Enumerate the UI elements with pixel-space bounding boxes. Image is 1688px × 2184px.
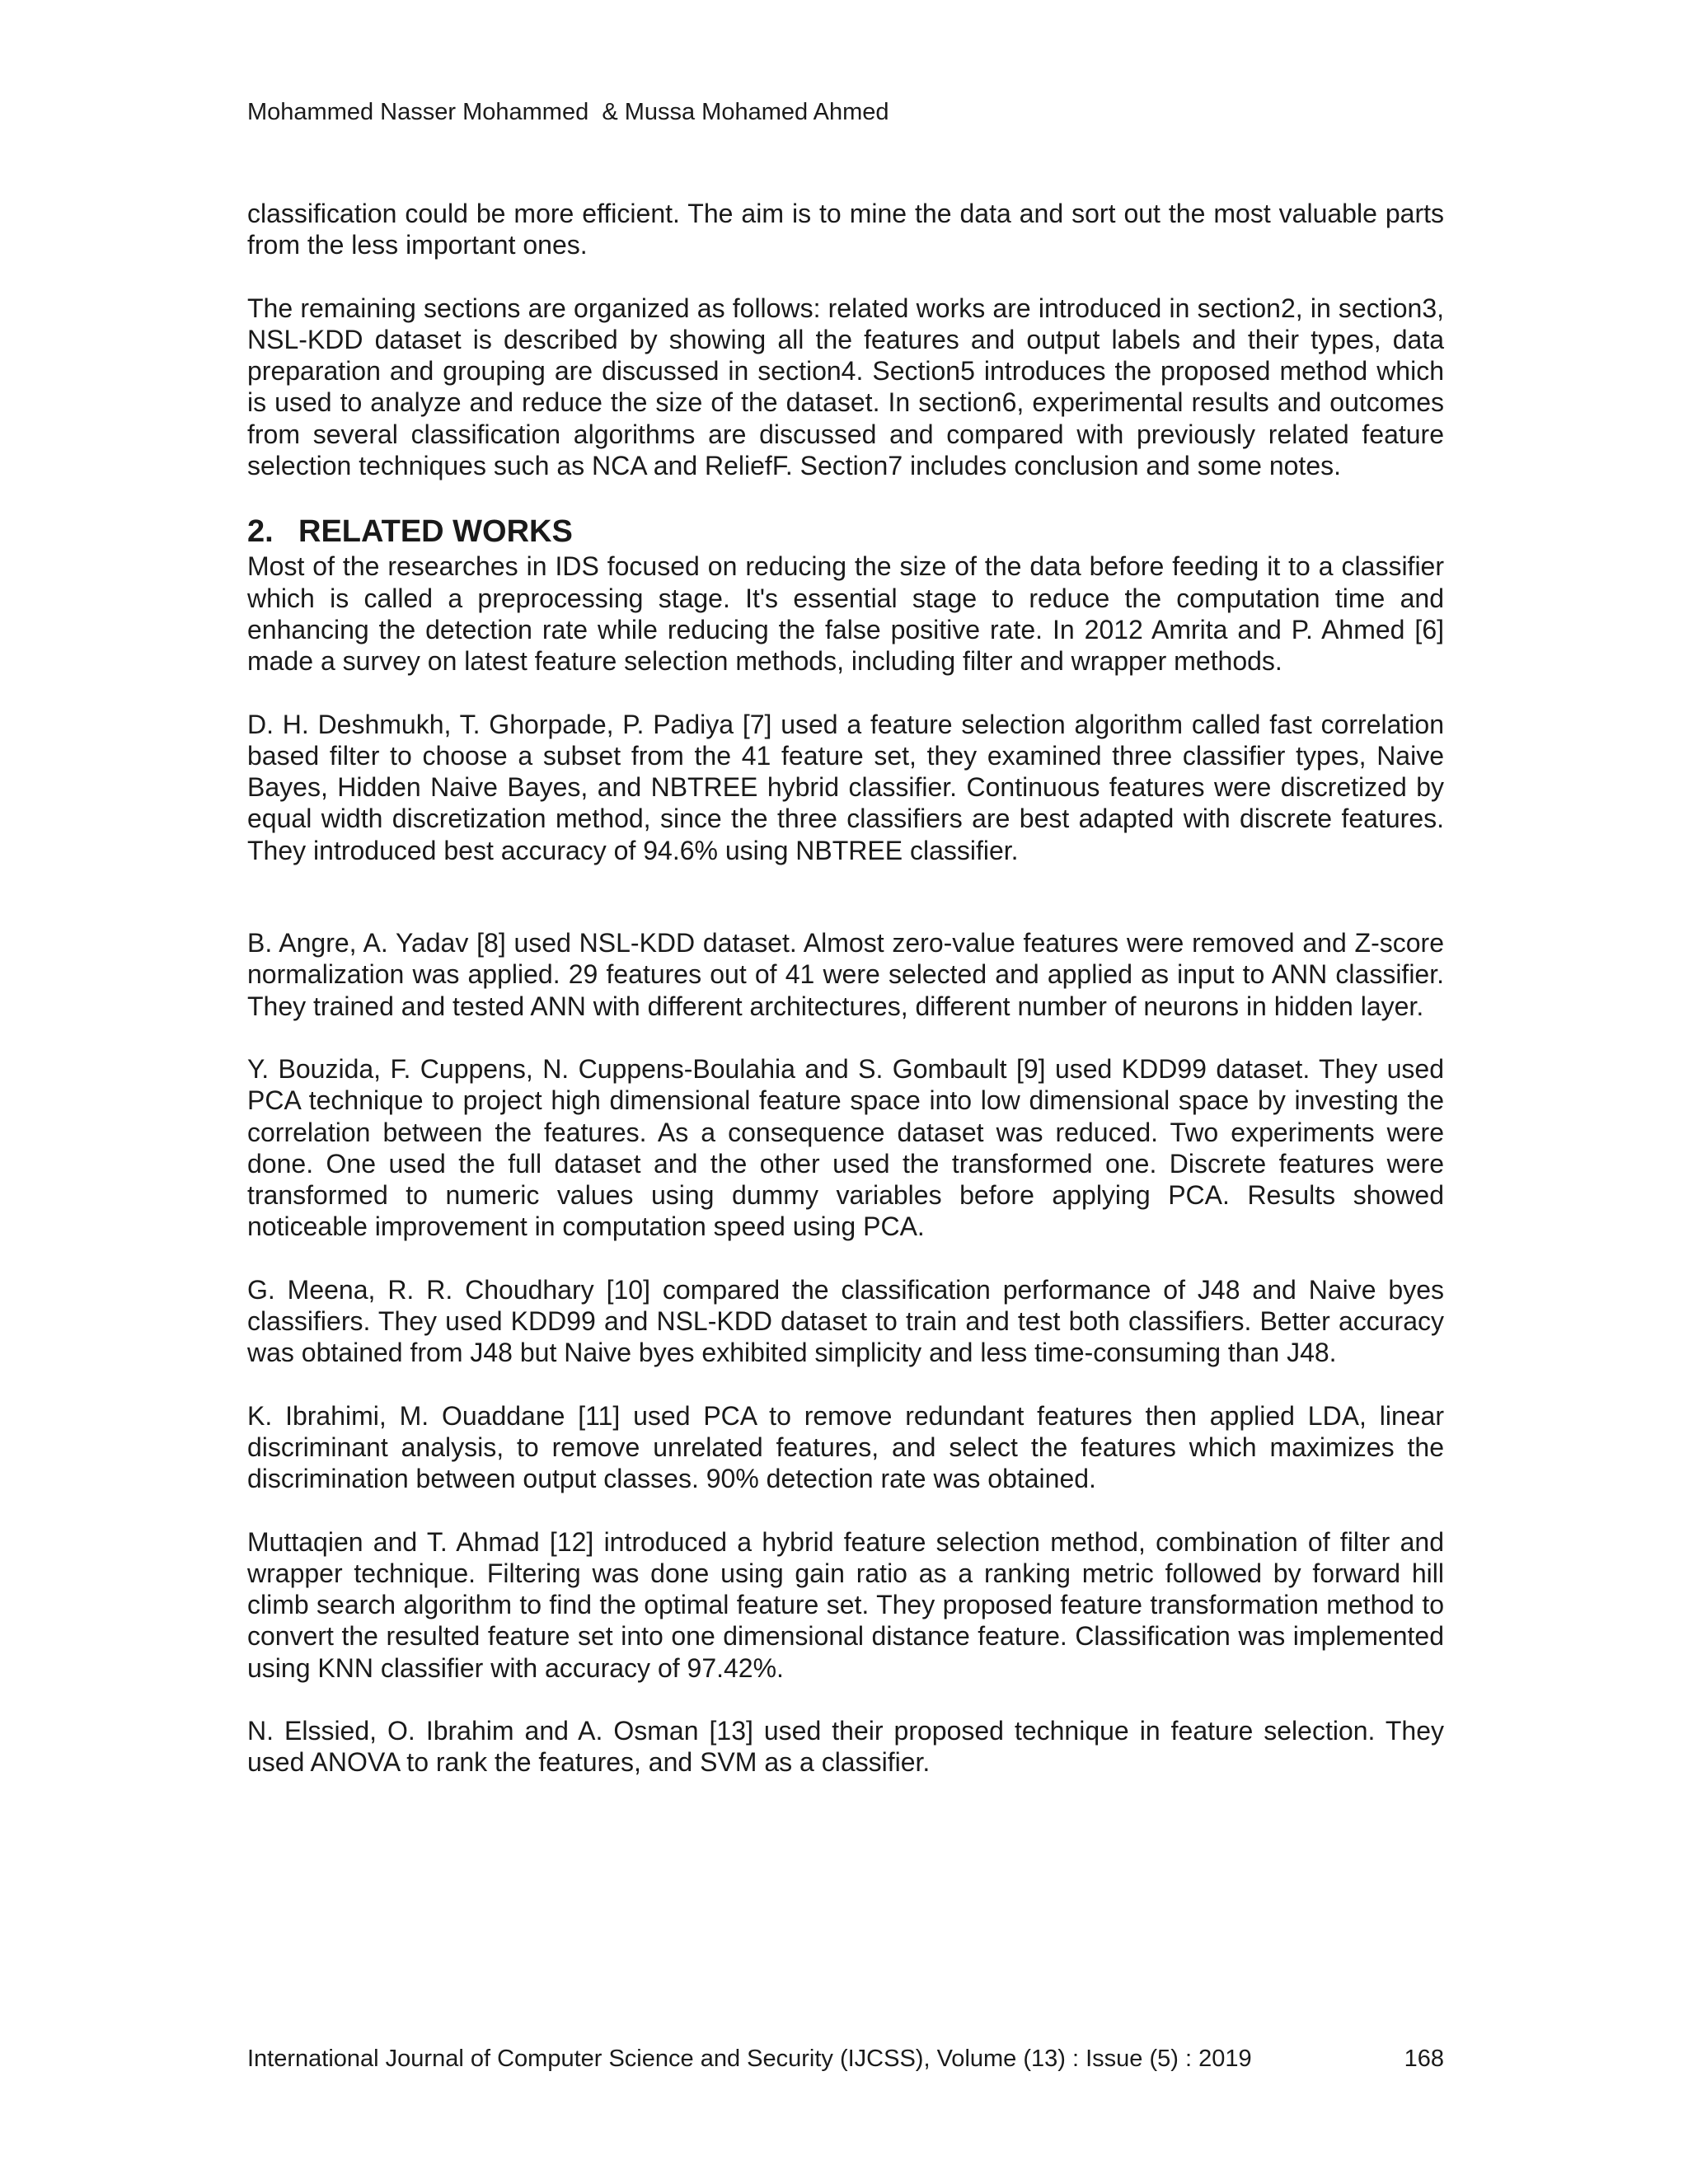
page-body xyxy=(247,198,1444,1810)
section-number: 2. xyxy=(247,514,274,550)
intro-paragraph-1: classification could be more efficient. The aim is to mine the data and sort out the most valuable parts from the less important ones. xyxy=(247,199,1444,260)
related-paragraph-6: K. Ibrahimi, M. Ouaddane [11] used PCA to remove redundant features then applied LDA, linear discriminant analysis, to remove unrelated features, and select the features which maximizes the discrimination between output classes. 90% detection rate was obtained. xyxy=(247,1400,1444,1494)
related-paragraph-5: G. Meena, R. R. Choudhary [10] compared the classification performance of J48 and Naive byes classifiers. They used KDD99 and NSL-KDD dataset to train and test both classifiers. Better accuracy was obtained from J48 but Naive byes exhibited simplicity and less time-consuming than J48. xyxy=(247,1274,1444,1368)
related-paragraph-1: Most of the researches in IDS focused on reducing the size of the data before feeding it to a classifier which is called a preprocessing stage. It's essential stage to reduce the computation time and enhancing the detection rate while reducing the false positive rate. In 2012 Amrita and P. Ahmed [6] made a survey on latest feature selection methods, including filter and wrapper methods. xyxy=(247,551,1444,677)
related-paragraph-3: B. Angre, A. Yadav [8] used NSL-KDD dataset. Almost zero-value features were removed and Z-score normalization was applied. 29 features out of 41 were selected and applied as input to ANN classifier. They trained and tested ANN with different architectures, different number of neurons in hidden layer. xyxy=(247,928,1444,1021)
related-paragraph-7: Muttaqien and T. Ahmad [12] introduced a hybrid feature selection method, combination of filter and wrapper technique. Filtering was done using gain ratio as a ranking metric followed by forward hill climb search algorithm to find the optimal feature set. They proposed feature transformation method to convert the resulted feature set into one dimensional distance feature. Classification was implemented using KNN classifier with accuracy of 97.42%. xyxy=(247,1526,1444,1683)
related-paragraph-8: N. Elssied, O. Ibrahim and A. Osman [13] used their proposed technique in feature selection. They used ANOVA to rank the features, and SVM as a classifier. xyxy=(247,1715,1444,1778)
running-header-authors: Mohammed Nasser Mohammed & Mussa Mohamed Ahmed xyxy=(247,99,889,125)
section-heading xyxy=(247,513,1444,551)
footer-journal-citation: International Journal of Computer Science and Security (IJCSS), Volume (13) : Issue (5) : 2019 xyxy=(247,2046,1252,2072)
footer-page-number: 168 xyxy=(1404,2046,1444,2072)
section-title: RELATED WORKS xyxy=(298,514,573,550)
related-paragraph-4: Y. Bouzida, F. Cuppens, N. Cuppens-Boulahia and S. Gombault [9] used KDD99 dataset. They used PCA technique to project high dimensional feature space into low dimensional space by investing the correlation between the features. As a consequence dataset was reduced. Two experiments were done. One used the full dataset and the other used the transformed one. Discrete features were transformed to numeric values using dummy variables before applying PCA. Results showed noticeable improvement in computation speed using PCA. xyxy=(247,1053,1444,1242)
related-paragraph-2: D. H. Deshmukh, T. Ghorpade, P. Padiya [7] used a feature selection algorithm called fast correlation based filter to choose a subset from the 41 feature set, they examined three classifier types, Naive Bayes, Hidden Naive Bayes, and NBTREE hybrid classifier. Continuous features were discretized by equal width discretization method, since the three classifiers are best adapted with discrete features. They introduced best accuracy of 94.6% using NBTREE classifier. xyxy=(247,709,1444,865)
intro-paragraph-2: The remaining sections are organized as follows: related works are introduced in section2, in section3, NSL-KDD dataset is described by showing all the features and output labels and their types, data preparation and grouping are discussed in section4. Section5 introduces the proposed method which is used to analyze and reduce the size of the dataset. In section6, experimental results and outcomes from several classification algorithms are discussed and compared with previously related feature selection techniques such as NCA and ReliefF. Section7 includes conclusion and some notes. xyxy=(247,293,1444,481)
